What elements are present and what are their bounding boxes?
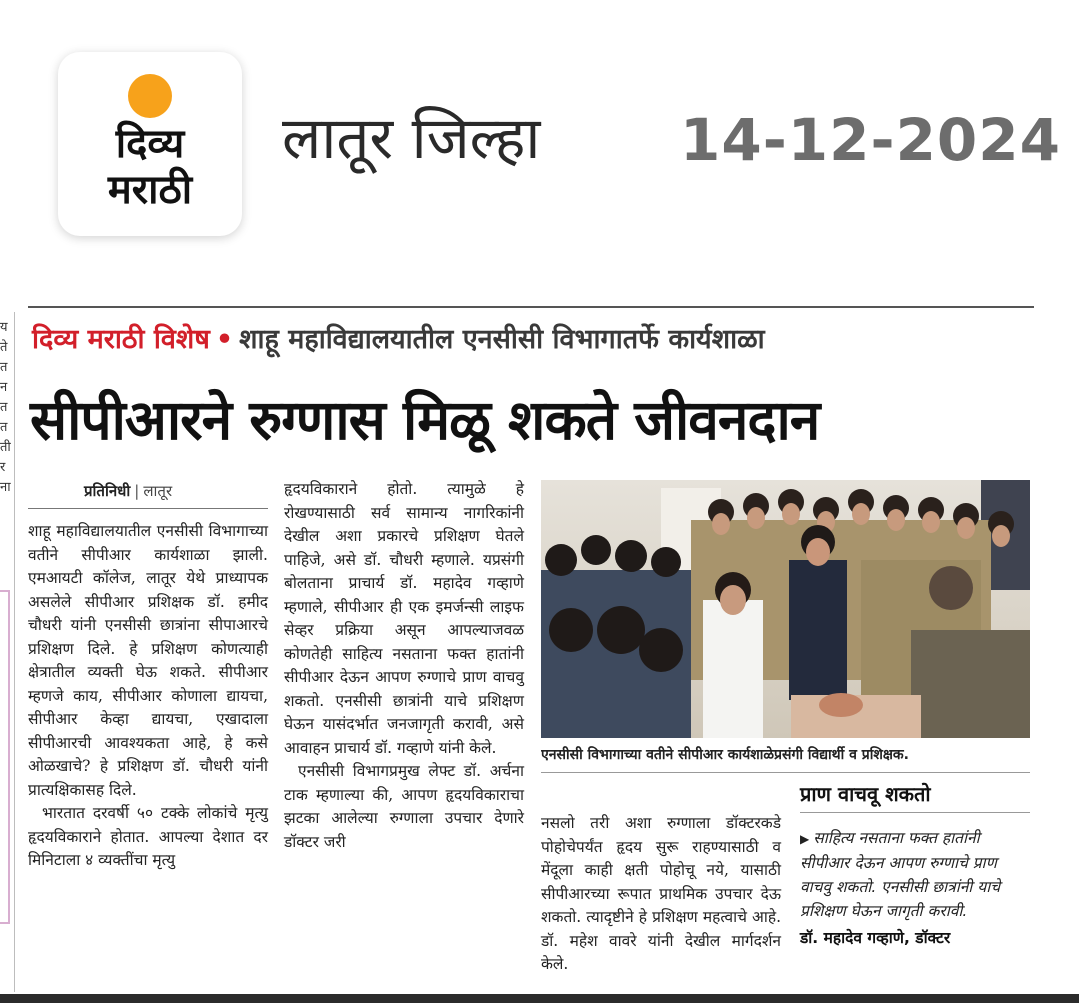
- kicker-subtitle: शाहू महाविद्यालयातील एनसीसी विभागातर्फे कार्यशाळा: [239, 324, 765, 355]
- district-title: लातूर जिल्हा: [282, 104, 541, 172]
- kicker-brand: दिव्य मराठी विशेष: [32, 324, 210, 355]
- previous-column-char: त: [0, 360, 8, 375]
- previous-column-char: ते: [0, 340, 8, 355]
- quote-text: साहित्य नसताना फक्त हातांनी सीपीआर देऊन आपण रुग्णाचे प्राण वाचवु शकतो. एनसीसी छात्रांनी याचे प्रशिक्षण घेऊन जागृती करावी.: [800, 829, 1001, 920]
- article-column-1: [28, 520, 268, 873]
- previous-column-char: ती: [0, 440, 11, 455]
- previous-column-char: र: [0, 460, 6, 475]
- previous-column-char: त: [0, 400, 8, 415]
- paragraph: नसलो तरी अशा रुग्णाला डॉक्टरकडे पोहोचेपर्यंत हृदय सुरू राहण्यासाठी व मेंदूला काही क्षती पोहोचू नये, यासाठी सीपीआरच्या रूपात प्राथमिक उपचार देऊ शकतो. त्यादृष्टीने हे प्रशिक्षण महत्वाचे आहे. डॉ. महेश वावरे यांनी देखील मार्गदर्शन केले.: [541, 814, 781, 973]
- article-column-3: [541, 812, 781, 977]
- paragraph: शाहू महाविद्यालयातील एनसीसी विभागाच्या वतीने सीपीआर कार्यशाळा झाली. एमआयटी कॉलेज, लातूर येथे प्राध्यापक असलेले सीपीआर प्रशिक्षक डॉ. हमीद चौधरी यांनी एनसीसी छात्रांना सीपाआरचे प्रशिक्षण दिले. हे प्रशिक्षण कोणत्याही क्षेत्रातील व्यक्ती घेऊ शकते. सीपीआर म्हणजे काय, सीपीआर कोणाला द्यायचा, सीपीआर केव्हा द्यायचा, एखादाला सीपीआरची आवश्यकता आहे, हे कसे ओळखाचे? हे प्रशिक्षण डॉ. चौधरी यांनी प्रात्यक्षिकासह दिले.: [28, 522, 268, 799]
- kicker: [32, 320, 765, 360]
- headline: सीपीआरने रुग्णास मिळू शकते जीवनदान: [30, 388, 820, 452]
- logo-line-2: मराठी: [107, 167, 193, 213]
- logo: [58, 52, 242, 236]
- bottom-bar: [0, 994, 1079, 1003]
- photo-caption: एनसीसी विभागाच्या वतीने सीपीआर कार्यशाळेप्रसंगी विद्यार्थी व प्रशिक्षक.: [541, 747, 910, 763]
- previous-column-char: त: [0, 420, 8, 435]
- previous-box-edge: [0, 590, 10, 924]
- byline-reporter: प्रतिनिधी: [84, 482, 131, 500]
- byline: [84, 480, 172, 502]
- column-divider: [14, 312, 15, 992]
- logo-line-1: दिव्य: [115, 121, 185, 167]
- quote-author: डॉ. महादेव गव्हाणे, डॉक्टर: [800, 929, 951, 947]
- sun-icon: [128, 74, 172, 118]
- quote-heading: प्राण वाचवू शकतो: [800, 782, 931, 806]
- byline-place: लातूर: [143, 482, 173, 500]
- previous-column-char: न: [0, 380, 8, 395]
- publication-date: 14-12-2024: [680, 106, 1061, 174]
- previous-column-fragment: [0, 318, 12, 558]
- arrow-marker-icon: ▶: [800, 832, 810, 846]
- previous-column-char: ना: [0, 480, 11, 495]
- paragraph: एनसीसी विभागप्रमुख लेफ्ट डॉ. अर्चना टाक म्हणाल्या की, आपण हृदयविकाराचा झटका आलेल्या रुग्णाला उपचार देणारे डॉक्टर जरी: [284, 762, 524, 851]
- article-top-rule: [28, 306, 1034, 308]
- paragraph: हृदयविकाराने होतो. त्यामुळे हे रोखण्यासाठी सर्व सामान्य नागरिकांनी देखील अशा प्रकारचे प्रशिक्षण घेतले पाहिजे, असे डॉ. चौधरी म्हणाले. यप्रसंगी बोलताना प्राचार्य डॉ. महादेव गव्हाणे म्हणाले, सीपीआर ही एक इमर्जन्सी लाइफ सेव्हर प्रक्रिया असून आपल्याजवळ कोणतेही साहित्य नसताना फक्त हातांनी सीपीआर देऊन आपण रुग्णाचे प्राण वाचवु शकतो. एनसीसी छात्रांनी याचे प्रशिक्षण घेऊन यासंदर्भात जनजागृती करावी, असे आवाहन प्राचार्य डॉ. गव्हाणे यांनी केले.: [284, 480, 524, 757]
- caption-rule: [541, 772, 1030, 773]
- byline-rule: [28, 508, 268, 509]
- article-photo: [541, 480, 1030, 738]
- quote-rule: [800, 812, 1030, 813]
- photo-illustration: [541, 480, 1030, 738]
- byline-separator: |: [134, 482, 140, 500]
- article-column-2: [284, 478, 524, 854]
- paragraph: भारतात दरवर्षी ५० टक्के लोकांचे मृत्यु हृदयविकाराने होतात. आपल्या देशात दर मिनिटाला ४ व्यक्तींचा मृत्यु: [28, 804, 268, 869]
- previous-column-char: य: [0, 320, 8, 335]
- kicker-separator: •: [215, 324, 234, 355]
- quote-text-block: [800, 826, 1032, 923]
